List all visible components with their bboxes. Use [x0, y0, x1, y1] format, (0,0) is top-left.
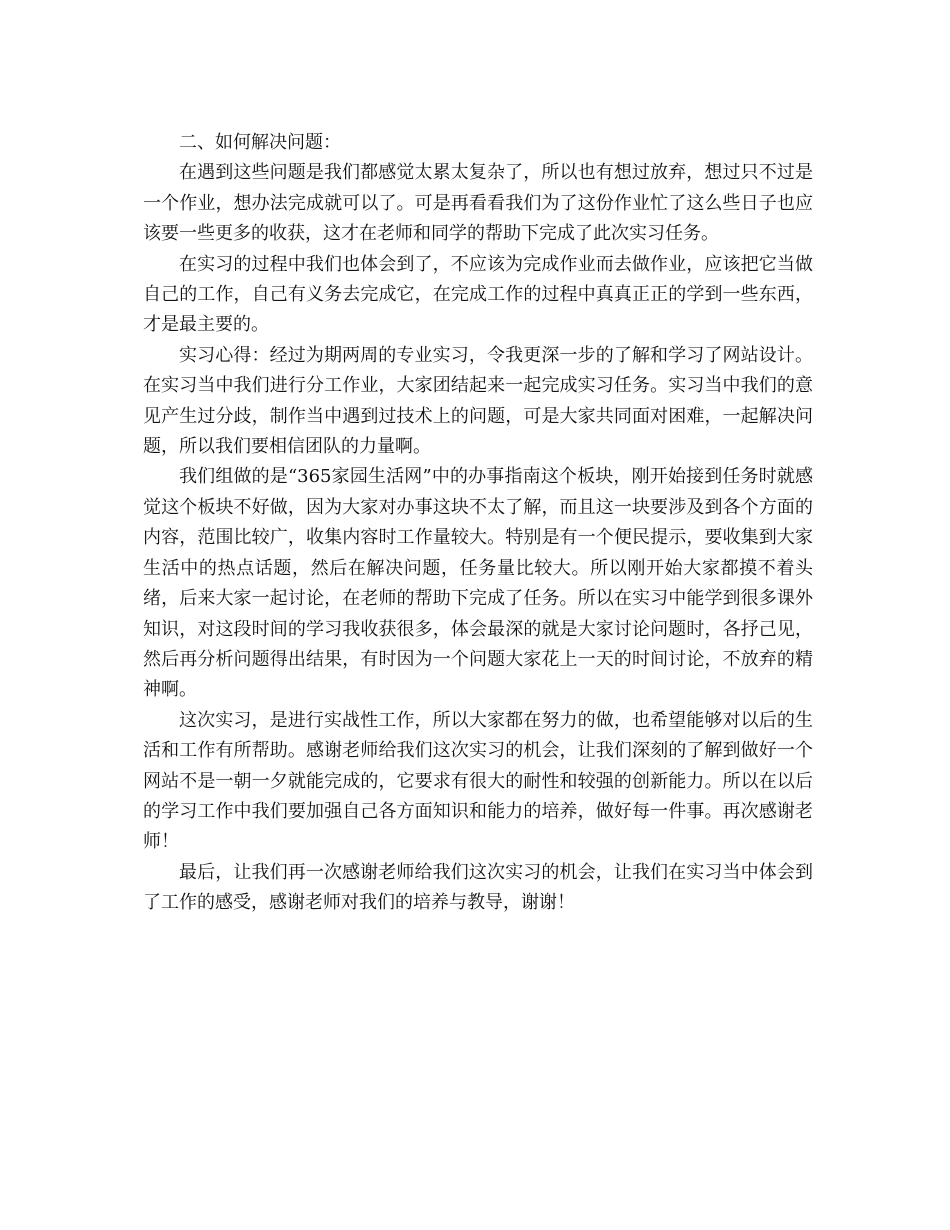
paragraph-5: 这次实习，是进行实战性工作，所以大家都在努力的做，也希望能够对以后的生活和工作有所帮助。感谢老师给我们这次实习的机会，让我们深刻的了解到做好一个网站不是一朝一夕就能完成的，它要求有很大的耐性和较强的创新能力。所以在以后的学习工作中我们要加强自己各方面知识和能力的培养，做好每一件事。再次感谢老师！: [143, 709, 813, 853]
paragraph-3: 实习心得：经过为期两周的专业实习，令我更深一步的了解和学习了网站设计。在实习当中我们进行分工作业，大家团结起来一起完成实习任务。实习当中我们的意见产生过分歧，制作当中遇到过技术上的问题，可是大家共同面对困难，一起解决问题，所以我们要相信团队的力量啊。: [143, 344, 813, 458]
document-body: [143, 128, 813, 919]
paragraph-1: 在遇到这些问题是我们都感觉太累太复杂了，所以也有想过放弃，想过只不过是一个作业，想办法完成就可以了。可是再看看我们为了这份作业忙了这么些日子也应该要一些更多的收获，这才在老师和同学的帮助下完成了此次实习任务。: [143, 162, 813, 245]
paragraph-2: 在实习的过程中我们也体会到了，不应该为完成作业而去做作业，应该把它当做自己的工作，自己有义务去完成它，在完成工作的过程中真真正正的学到一些东西，才是最主要的。: [143, 253, 813, 336]
paragraph-6: 最后，让我们再一次感谢老师给我们这次实习的机会，让我们在实习当中体会到了工作的感受，感谢老师对我们的培养与教导，谢谢！: [143, 861, 813, 914]
section-heading: 二、如何解决问题：: [179, 132, 341, 153]
paragraph-4: 我们组做的是“365家园生活网”中的办事指南这个板块，刚开始接到任务时就感觉这个板块不好做，因为大家对办事这块不太了解，而且这一块要涉及到各个方面的内容，范围比较广，收集内容时工作量较大。特别是有一个便民提示，要收集到大家生活中的热点话题，然后在解决问题，任务量比较大。所以刚开始大家都摸不着头绪，后来大家一起讨论，在老师的帮助下完成了任务。所以在实习中能学到很多课外知识，对这段时间的学习我收获很多，体会最深的就是大家讨论问题时，各抒己见，然后再分析问题得出结果，有时因为一个问题大家花上一天的时间讨论，不放弃的精神啊。: [143, 466, 813, 701]
